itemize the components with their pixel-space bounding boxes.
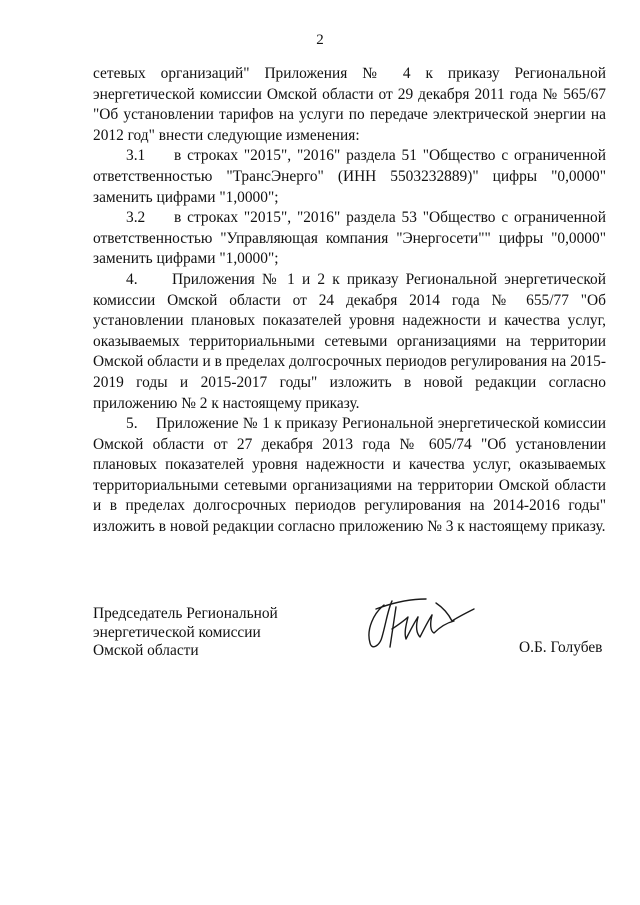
paragraph-5: [93, 414, 606, 538]
page-number: 2: [316, 32, 324, 48]
paragraph-3-1: [93, 146, 606, 208]
paragraph-number: 4.: [126, 270, 138, 288]
signatory-title: [93, 605, 278, 661]
paragraph-text: в строках "2015", "2016" раздела 53 "Общество с ограниченной ответственностью "Управляющая компания "Энергосети"" цифры "0,0000" заменить цифрами "1,0000";: [93, 209, 606, 268]
paragraph-text: Приложения № 1 и 2 к приказу Региональной энергетической комиссии Омской области от 24 декабря 2014 года № 655/77 "Об установлении плановых показателей уровня надежности и качества услуг, оказываемых территориальными сетевыми организациями на территории Омской области и в пределах долгосрочных периодов регулирования на 2015-2019 годы и 2015-2017 годы" изложить в новой редакции согласно приложению № 2 к настоящему приказу.: [93, 270, 606, 412]
paragraph-4: [93, 270, 606, 414]
paragraph-number: 3.1: [126, 147, 146, 165]
paragraph-text: в строках "2015", "2016" раздела 51 "Общество с ограниченной ответственностью "ТрансЭнерго" (ИНН 5503232889)" цифры "0,0000" заменить цифрами "1,0000";: [93, 147, 606, 206]
signatory-title-line: Председатель Региональной: [93, 605, 278, 622]
document-body: [93, 64, 606, 538]
handwritten-signature: [362, 593, 482, 655]
paragraph-text: Приложение № 1 к приказу Региональной энергетической комиссии Омской области от 27 декабря 2013 года № 605/74 "Об установлении плановых показателей уровня надежности и качества услуг, оказываемых территориальными сетевыми организациями на территории Омской области и в пределах долгосрочных периодов регулирования на 2014-2016 годы" изложить в новой редакции согласно приложению № 3 к настоящему приказу.: [93, 415, 606, 536]
signatory-title-line: Омской области: [93, 642, 199, 659]
signatory-title-line: энергетической комиссии: [93, 623, 261, 641]
paragraph-3-2: [93, 208, 606, 270]
intro-paragraph: сетевых организаций" Приложения № 4 к приказу Региональной энергетической комиссии Омской области от 29 декабря 2011 года № 565/67 "Об установлении тарифов на услуги по передаче электрической энергии на 2012 год" внести следующие изменения:: [93, 65, 606, 144]
paragraph-number: 5.: [126, 415, 138, 433]
paragraph-number: 3.2: [126, 209, 146, 227]
signatory-name: О.Б. Голубев: [519, 639, 603, 656]
